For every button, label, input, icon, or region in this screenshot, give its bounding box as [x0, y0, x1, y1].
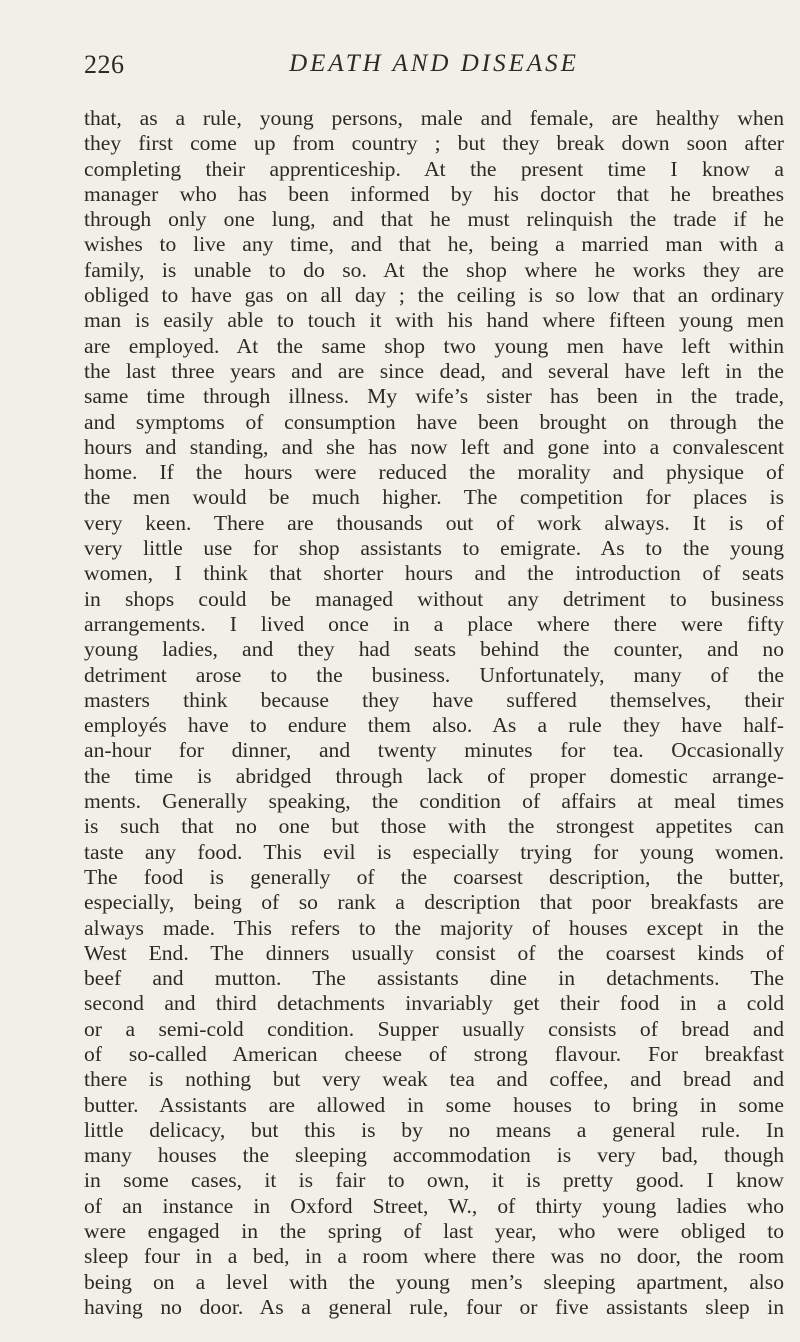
text-line: family, is unable to do so. At the shop where he works they are: [84, 257, 784, 282]
text-line: taste any food. This evil is especially trying for young women.: [84, 839, 784, 864]
text-line: wishes to live any time, and that he, being a married man with a: [84, 232, 784, 257]
text-line: many houses the sleeping accommodation is very bad, though: [84, 1143, 784, 1168]
text-line: the men would be much higher. The competition for places is: [84, 485, 784, 510]
text-line: or a semi-cold condition. Supper usually consists of bread and: [84, 1016, 784, 1041]
text-line: being on a level with the young men’s sleeping apartment, also: [84, 1269, 784, 1294]
text-line: West End. The dinners usually consist of the coarsest kinds of: [84, 940, 784, 965]
text-line: little delicacy, but this is by no means a general rule. In: [84, 1117, 784, 1142]
text-line: that, as a rule, young persons, male and female, are healthy when: [84, 106, 784, 130]
text-line: in shops could be managed without any detriment to business: [84, 586, 784, 611]
text-line: there is nothing but very weak tea and coffee, and bread and: [84, 1067, 784, 1092]
text-line: were engaged in the spring of last year, who were obliged to: [84, 1219, 784, 1244]
text-line: very little use for shop assistants to emigrate. As to the young: [84, 536, 784, 561]
text-line: hours and standing, and she has now left and gone into a convalescent: [84, 434, 784, 459]
text-line: an-hour for dinner, and twenty minutes for tea. Occasionally: [84, 738, 784, 763]
running-title: DEATH AND DISEASE: [289, 50, 579, 77]
text-line: the time is abridged through lack of proper domestic arrange-: [84, 763, 784, 788]
page-number: 226: [84, 50, 125, 79]
text-line: detriment arose to the business. Unfortunately, many of the: [84, 662, 784, 687]
text-line: having no door. As a general rule, four or five assistants sleep in: [84, 1294, 784, 1319]
page-header: [84, 50, 784, 90]
text-line: ments. Generally speaking, the condition of affairs at meal times: [84, 789, 784, 814]
text-line: women, I think that shorter hours and the introduction of seats: [84, 561, 784, 586]
text-line: masters think because they have suffered themselves, their: [84, 687, 784, 712]
text-line: obliged to have gas on all day ; the ceiling is so low that an ordinary: [84, 283, 784, 308]
text-line: is such that no one but those with the strongest appetites can: [84, 814, 784, 839]
text-line: arrangements. I lived once in a place where there were fifty: [84, 611, 784, 636]
text-line: always made. This refers to the majority of houses except in the: [84, 915, 784, 940]
text-line: in some cases, it is fair to own, it is pretty good. I know: [84, 1168, 784, 1193]
body-paragraph: [84, 106, 784, 1320]
text-line: second and third detachments invariably get their food in a cold: [84, 991, 784, 1016]
text-line: completing their apprenticeship. At the present time I know a: [84, 156, 784, 181]
text-line: and symptoms of consumption have been brought on through the: [84, 409, 784, 434]
text-line: manager who has been informed by his doctor that he breathes: [84, 181, 784, 206]
text-line: through only one lung, and that he must relinquish the trade if he: [84, 207, 784, 232]
text-line: young ladies, and they had seats behind the counter, and no: [84, 637, 784, 662]
text-line: the last three years and are since dead, and several have left in the: [84, 358, 784, 383]
text-line: butter. Assistants are allowed in some houses to bring in some: [84, 1092, 784, 1117]
text-line: especially, being of so rank a description that poor breakfasts are: [84, 890, 784, 915]
text-line: man is easily able to touch it with his hand where fifteen young men: [84, 308, 784, 333]
text-line: sleep four in a bed, in a room where there was no door, the room: [84, 1244, 784, 1269]
text-line: same time through illness. My wife’s sister has been in the trade,: [84, 384, 784, 409]
text-line: beef and mutton. The assistants dine in detachments. The: [84, 966, 784, 991]
text-line: The food is generally of the coarsest description, the butter,: [84, 864, 784, 889]
text-line: are employed. At the same shop two young men have left within: [84, 333, 784, 358]
text-line: they first come up from country ; but they break down soon after: [84, 131, 784, 156]
text-line: of an instance in Oxford Street, W., of thirty young ladies who: [84, 1193, 784, 1218]
text-line: of so-called American cheese of strong flavour. For breakfast: [84, 1041, 784, 1066]
text-line: employés have to endure them also. As a rule they have half-: [84, 713, 784, 738]
text-line: very keen. There are thousands out of work always. It is of: [84, 510, 784, 535]
text-line: home. If the hours were reduced the morality and physique of: [84, 460, 784, 485]
